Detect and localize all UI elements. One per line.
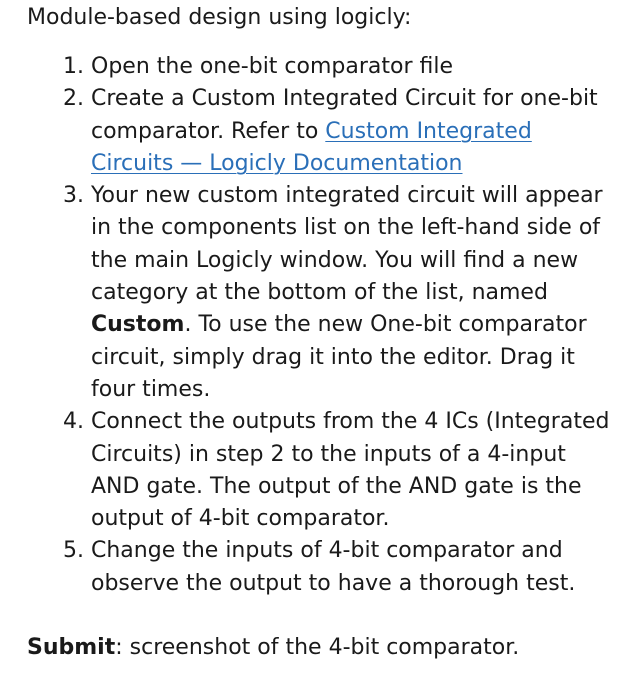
step-4: [91, 406, 611, 535]
submit-text: : screenshot of the 4-bit comparator.: [115, 635, 520, 661]
step-3-text-after: . To use the new One-bit comparator circuit, simply drag it into the editor. Drag it four times.: [91, 312, 587, 402]
submit-instruction: [27, 632, 631, 664]
step-3-bold-term: Custom: [91, 312, 185, 338]
step-1-text: Open the one-bit comparator file: [91, 54, 454, 79]
step-5: [91, 535, 611, 600]
step-1: [91, 51, 611, 83]
instruction-list: [27, 51, 611, 600]
step-2-text: Create a Custom Integrated Circuit for one-bit comparator. Refer to: [91, 86, 598, 144]
step-5-text: Change the inputs of 4-bit comparator and observe the output to have a thorough test.: [91, 538, 576, 596]
step-2: [91, 83, 611, 180]
step-3: [91, 180, 611, 406]
section-heading: Module-based design using logicly:: [27, 5, 412, 30]
custom-ic-docs-link[interactable]: Custom Integrated Circuits — Logicly Documentation: [91, 118, 532, 176]
step-4-text: Connect the outputs from the 4 ICs (Integrated Circuits) in step 2 to the inputs of a 4-input AND gate. The output of the AND gate is the output of 4-bit comparator.: [91, 409, 610, 532]
step-3-text-before: Your new custom integrated circuit will appear in the components list on the left-hand side of the main Logicly window. You will find a new category at the bottom of the list, named: [91, 183, 603, 306]
submit-label: Submit: [27, 635, 116, 661]
